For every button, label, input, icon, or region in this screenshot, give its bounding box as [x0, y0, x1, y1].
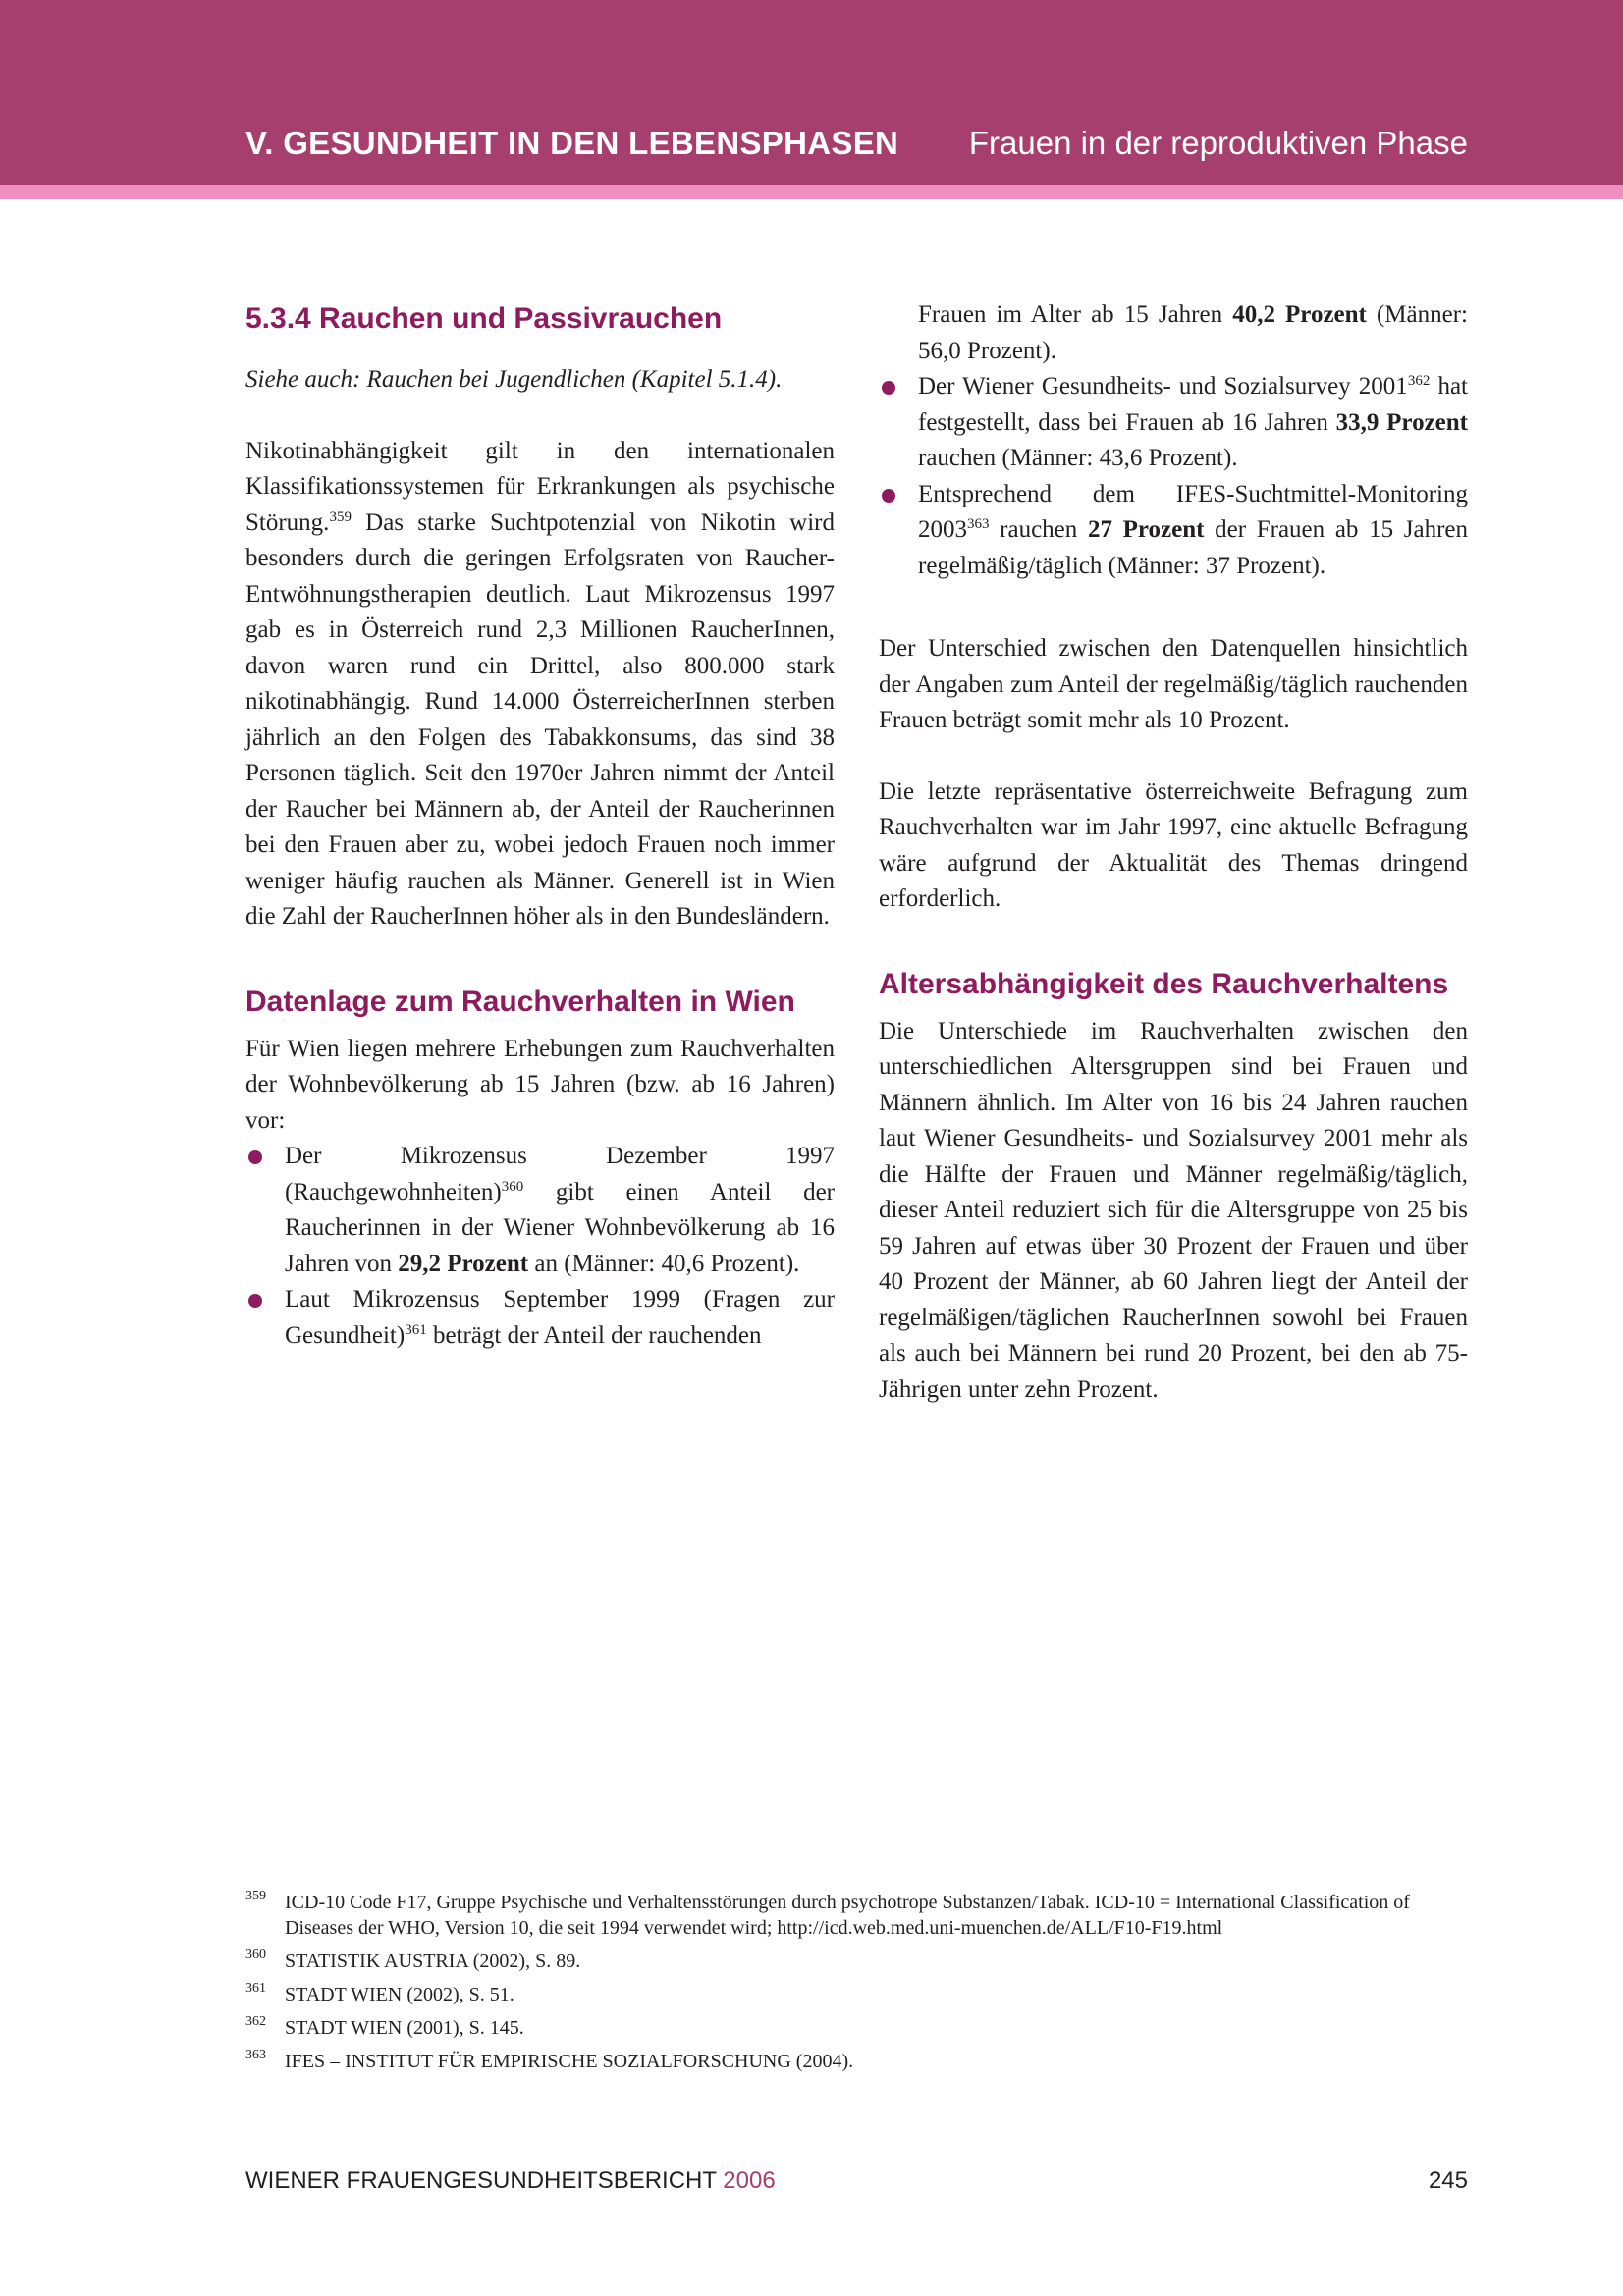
data-sources-paragraph: Der Unterschied zwischen den Datenquellen hinsichtlich der Angaben zum Anteil der regelmäßig/täglich rauchenden Frauen beträgt somit mehr als 10 Prozent. [879, 635, 1468, 733]
list-item: Laut Mikrozensus September 1999 (Fragen zur Gesundheit)$^{361}$ beträgt der Anteil der rauchenden [245, 1282, 835, 1354]
footnote: 361 STADT WIEN (2002), S. 51. [245, 1982, 1468, 2007]
list-item: Der Wiener Gesundheits- und Sozialsurvey 2001$^{362}$ hat festgestellt, dass bei Frauen ab 16 Jahren 33,9 Prozent rauchen (Männer: 43,6 Prozent). [879, 369, 1468, 477]
header-chapter-title: Frauen in der reproduktiven Phase [968, 125, 1468, 161]
footnote-number: 359 [245, 1889, 266, 1903]
footnote-number: 360 [245, 1948, 266, 1962]
footnotes [245, 1890, 1468, 2082]
footnote: 363 IFES – INSTITUT FÜR EMPIRISCHE SOZIALFORSCHUNG (2004). [245, 2049, 1468, 2074]
page-number: 245 [1428, 2167, 1468, 2194]
footer-report-title: WIENER FRAUENGESUNDHEITSBERICHT 2006 [245, 2167, 776, 2194]
data-intro-paragraph: Für Wien liegen mehrere Erhebungen zum Rauchverhalten der Wohnbevölkerung ab 15 Jahren (bzw. ab 16 Jahren) vor: [245, 1035, 835, 1134]
list-item: Entsprechend dem IFES-Suchtmittel-Monitoring 2003$^{363}$ rauchen 27 Prozent der Frauen ab 15 Jahren regelmäßig/täglich (Männer: 37 Prozent). [879, 477, 1468, 585]
footnote: 360 STATISTIK AUSTRIA (2002), S. 89. [245, 1949, 1468, 1974]
footnote-number: 363 [245, 2048, 266, 2062]
header-stripe [0, 185, 1623, 199]
footnote-number: 362 [245, 2014, 266, 2029]
section-title: 5.3.4 Rauchen und Passivrauchen [245, 302, 723, 335]
footer-year: 2006 [723, 2167, 776, 2194]
footnote: 362 STADT WIEN (2001), S. 145. [245, 2015, 1468, 2041]
right-column [879, 297, 1468, 1408]
survey-list [245, 1139, 835, 1354]
bullet-icon [248, 1150, 262, 1164]
footnote-ref-362[interactable]: 362 [1407, 373, 1431, 389]
bullet-icon [882, 381, 895, 395]
footnote-number: 361 [245, 1981, 266, 1996]
see-also-reference: Siehe auch: Rauchen bei Jugendlichen (Kapitel 5.1.4). [245, 366, 783, 393]
list-item-continuation: Frauen im Alter ab 15 Jahren 40,2 Prozent (Männer: 56,0 Prozent). [918, 301, 1468, 364]
header-section-title: V. GESUNDHEIT IN DEN LEBENSPHASEN [245, 125, 899, 161]
age-dependency-heading: Altersabhängigkeit des Rauchverhaltens [879, 967, 1449, 1000]
footnote-ref-359[interactable]: 359 [329, 508, 352, 525]
intro-paragraph: Nikotinabhängigkeit gilt in den internationalen Klassifikationssystemen für Erkrankungen als psychische Störung.$^{359}$ Das starke Suchtpotenzial von Nikotin wird besonders durch die geringen Erfolgsraten von Raucher-Entwöhnungstherapien deutlich. Laut Mikrozensus 1997 gab es in Österreich rund 2,3 Millionen RaucherInnen, davon waren rund ein Drittel, also 800.000 stark nikotinabhängig. Rund 14.000 ÖsterreicherInnen sterben jährlich an den Folgen des Tabakkonsums, das sind 38 Personen täglich. Seit den 1970er Jahren nimmt der Anteil der Raucher bei Männern ab, der Anteil der Raucherinnen bei den Frauen aber zu, wobei jedoch Frauen noch immer weniger häufig rauchen als Männer. Generell ist in Wien die Zahl der RaucherInnen höher als in den Bundesländern. [245, 437, 835, 930]
footnote-ref-363[interactable]: 363 [967, 516, 990, 532]
footnote-ref-361[interactable]: 361 [405, 1321, 427, 1338]
bullet-icon [882, 489, 895, 503]
survey-list-continued [879, 369, 1468, 584]
data-situation-heading: Datenlage zum Rauchverhalten in Wien [245, 985, 795, 1018]
age-dependency-paragraph: Die Unterschiede im Rauchverhalten zwischen den unterschiedlichen Altersgruppen sind bei Frauen und Männern ähnlich. Im Alter von 16 bis 24 Jahren rauchen laut Wiener Gesundheits- und Sozialsurvey 2001 mehr als die Hälfte der Frauen und Männer regelmäßig/täglich, dieser Anteil reduziert sich für die Altersgruppe von 25 bis 59 Jahren auf etwas über 30 Prozent der Frauen und über 40 Prozent der Männer, ab 60 Jahren liegt der Anteil der regelmäßigen/täglichen RaucherInnen sowohl bei Frauen als auch bei Männern bei rund 20 Prozent, bei den ab 75-Jährigen unter zehn Prozent. [879, 1017, 1468, 1403]
footnote: 359 ICD-10 Code F17, Gruppe Psychische und Verhaltensstörungen durch psychotrope Substanzen/Tabak. ICD-10 = International Classification of Diseases der WHO, Version 10, die seit 1994 verwendet wird; http://icd.web.med.uni-muenchen.de/ALL/F10-F19.html [245, 1890, 1468, 1941]
bullet-icon [248, 1294, 262, 1308]
left-column [245, 297, 835, 1354]
footnote-ref-360[interactable]: 360 [501, 1178, 524, 1195]
survey-need-paragraph: Die letzte repräsentative österreichweite Befragung zum Rauchverhalten war im Jahr 1997, eine aktuelle Befragung wäre aufgrund der Aktualität des Themas dringend erforderlich. [879, 777, 1468, 912]
list-item: Der Mikrozensus Dezember 1997 (Rauchgewohnheiten)$^{360}$ gibt einen Anteil der Raucherinnen in der Wiener Wohnbevölkerung ab 16 Jahren von 29,2 Prozent an (Männer: 40,6 Prozent). [245, 1139, 835, 1282]
